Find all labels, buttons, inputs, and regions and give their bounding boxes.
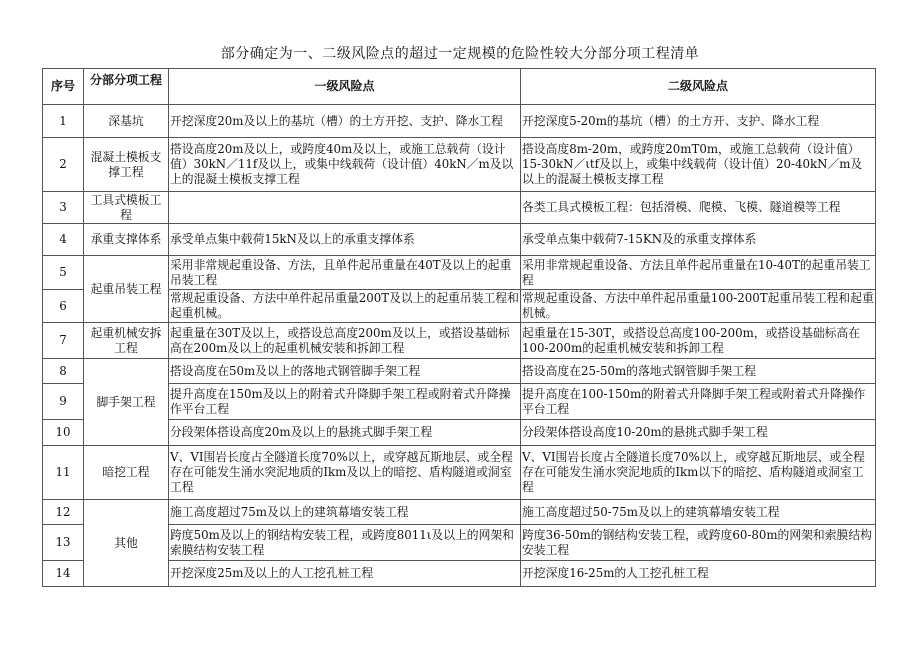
row-level1: 搭设高度20m及以上，或跨度40m及以上，或施工总载荷（设计值）30kN／11f及以上，或集中线载荷（设计值）40kN／m及以上的混凝土模板支撑工程 xyxy=(169,138,521,192)
row-level1: 开挖深度20m及以上的基坑（槽）的土方开挖、支护、降水工程 xyxy=(169,105,521,138)
risk-table xyxy=(42,68,876,587)
row-level2: 各类工具式模板工程：包括滑模、爬模、飞模、隧道模等工程 xyxy=(521,192,876,224)
row-level1: 采用非常规起重设备、方法，且单件起吊重量在40T及以上的起重吊装工程 xyxy=(169,256,521,290)
row-level2: 分段架体搭设高度10-20m的悬挑式脚手架工程 xyxy=(521,420,876,446)
row-category: 起重吊装工程 xyxy=(84,256,169,323)
row-level1: 常规起重设备、方法中单件起吊重量200T及以上的起重吊装工程和起重机械。 xyxy=(169,290,521,323)
row-no: 12 xyxy=(43,500,84,525)
table-row xyxy=(43,105,876,138)
row-level2: 提升高度在100-150m的附着式升降脚手架工程或附着式升降操作平台工程 xyxy=(521,384,876,420)
row-no: 14 xyxy=(43,561,84,587)
table-row xyxy=(43,192,876,224)
row-level1: 分段架体搭设高度20m及以上的悬挑式脚手架工程 xyxy=(169,420,521,446)
row-category: 起重机械安拆工程 xyxy=(84,323,169,359)
row-level2: 开挖深度16-25m的人工挖孔桩工程 xyxy=(521,561,876,587)
row-level1: 承受单点集中载荷15kN及以上的承重支撑体系 xyxy=(169,224,521,256)
row-level2: 跨度36-50m的钢结构安装工程，或跨度60-80m的网架和索膜结构安装工程 xyxy=(521,525,876,561)
row-level2: 起重量在15-30T，或搭设总高度100-200m，或搭设基础标高在100-200m的起重机械安装和拆卸工程 xyxy=(521,323,876,359)
table-row xyxy=(43,359,876,384)
row-level1: 提升高度在150m及以上的附着式升降脚手架工程或附着式升降操作平台工程 xyxy=(169,384,521,420)
table-row xyxy=(43,138,876,192)
row-category: 脚手架工程 xyxy=(84,359,169,446)
row-level1: 开挖深度25m及以上的人工挖孔桩工程 xyxy=(169,561,521,587)
row-level1: 起重量在30T及以上，或搭设总高度200m及以上，或搭设基础标高在200m及以上的起重机械安装和拆卸工程 xyxy=(169,323,521,359)
row-category: 承重支撑体系 xyxy=(84,224,169,256)
table-row xyxy=(43,446,876,500)
header-level1: 一级风险点 xyxy=(169,69,521,105)
row-category: 混凝土模板支撑工程 xyxy=(84,138,169,192)
row-level2: 搭设高度8m-20m，或跨度20mT0m，或施工总载荷（设计值）15-30kN／ιtf及以上，或集中线载荷（设计值）20-40kN／m及以上的混凝土模板支撑工程 xyxy=(521,138,876,192)
table-row xyxy=(43,224,876,256)
header-level2: 二级风险点 xyxy=(521,69,876,105)
row-category: 工具式模板工程 xyxy=(84,192,169,224)
row-level1: 施工高度超过75m及以上的建筑幕墙安装工程 xyxy=(169,500,521,525)
row-level2: 开挖深度5-20m的基坑（槽）的土方开、支护、降水工程 xyxy=(521,105,876,138)
row-level2: 承受单点集中载荷7-15KN及的承重支撑体系 xyxy=(521,224,876,256)
row-level1: 搭设高度在50m及以上的落地式钢管脚手架工程 xyxy=(169,359,521,384)
row-no: 4 xyxy=(43,224,84,256)
row-category: 深基坑 xyxy=(84,105,169,138)
row-level2: V、VI围岩长度占全隧道长度70%以上，或穿越瓦斯地层、或全程存在可能发生涌水突泥地质的Ikm以下的暗挖、盾构隧道或洞室工程 xyxy=(521,446,876,500)
row-no: 10 xyxy=(43,420,84,446)
row-no: 7 xyxy=(43,323,84,359)
row-level2: 采用非常规起重设备、方法且单件起吊重量在10-40T的起重吊装工程 xyxy=(521,256,876,290)
table-header-row xyxy=(43,69,876,105)
row-no: 8 xyxy=(43,359,84,384)
table-row xyxy=(43,256,876,290)
table-row xyxy=(43,323,876,359)
header-category: 分部分项工程 xyxy=(84,69,169,105)
row-category: 其他 xyxy=(84,500,169,587)
row-no: 1 xyxy=(43,105,84,138)
row-level1: V、VI围岩长度占全隧道长度70%以上，或穿越瓦斯地层、或全程存在可能发生涌水突泥地质的Ikm及以上的暗挖、盾构隧道或洞室工程 xyxy=(169,446,521,500)
row-level2: 施工高度超过50-75m及以上的建筑幕墙安装工程 xyxy=(521,500,876,525)
row-level2: 搭设高度在25-50m的落地式钢管脚手架工程 xyxy=(521,359,876,384)
row-level2: 常规起重设备、方法中单件起吊重量100-200T起重吊装工程和起重机械。 xyxy=(521,290,876,323)
row-no: 11 xyxy=(43,446,84,500)
row-no: 13 xyxy=(43,525,84,561)
header-no: 序号 xyxy=(43,69,84,105)
row-no: 3 xyxy=(43,192,84,224)
row-no: 9 xyxy=(43,384,84,420)
row-level1 xyxy=(169,192,521,224)
row-category: 暗挖工程 xyxy=(84,446,169,500)
row-no: 5 xyxy=(43,256,84,290)
row-level1: 跨度50m及以上的钢结构安装工程，或跨度8011ι及以上的网架和索膜结构安装工程 xyxy=(169,525,521,561)
table-row xyxy=(43,500,876,525)
row-no: 2 xyxy=(43,138,84,192)
page-title: 部分确定为一、二级风险点的超过一定规模的危险性较大分部分项工程清单 xyxy=(220,46,700,62)
row-no: 6 xyxy=(43,290,84,323)
